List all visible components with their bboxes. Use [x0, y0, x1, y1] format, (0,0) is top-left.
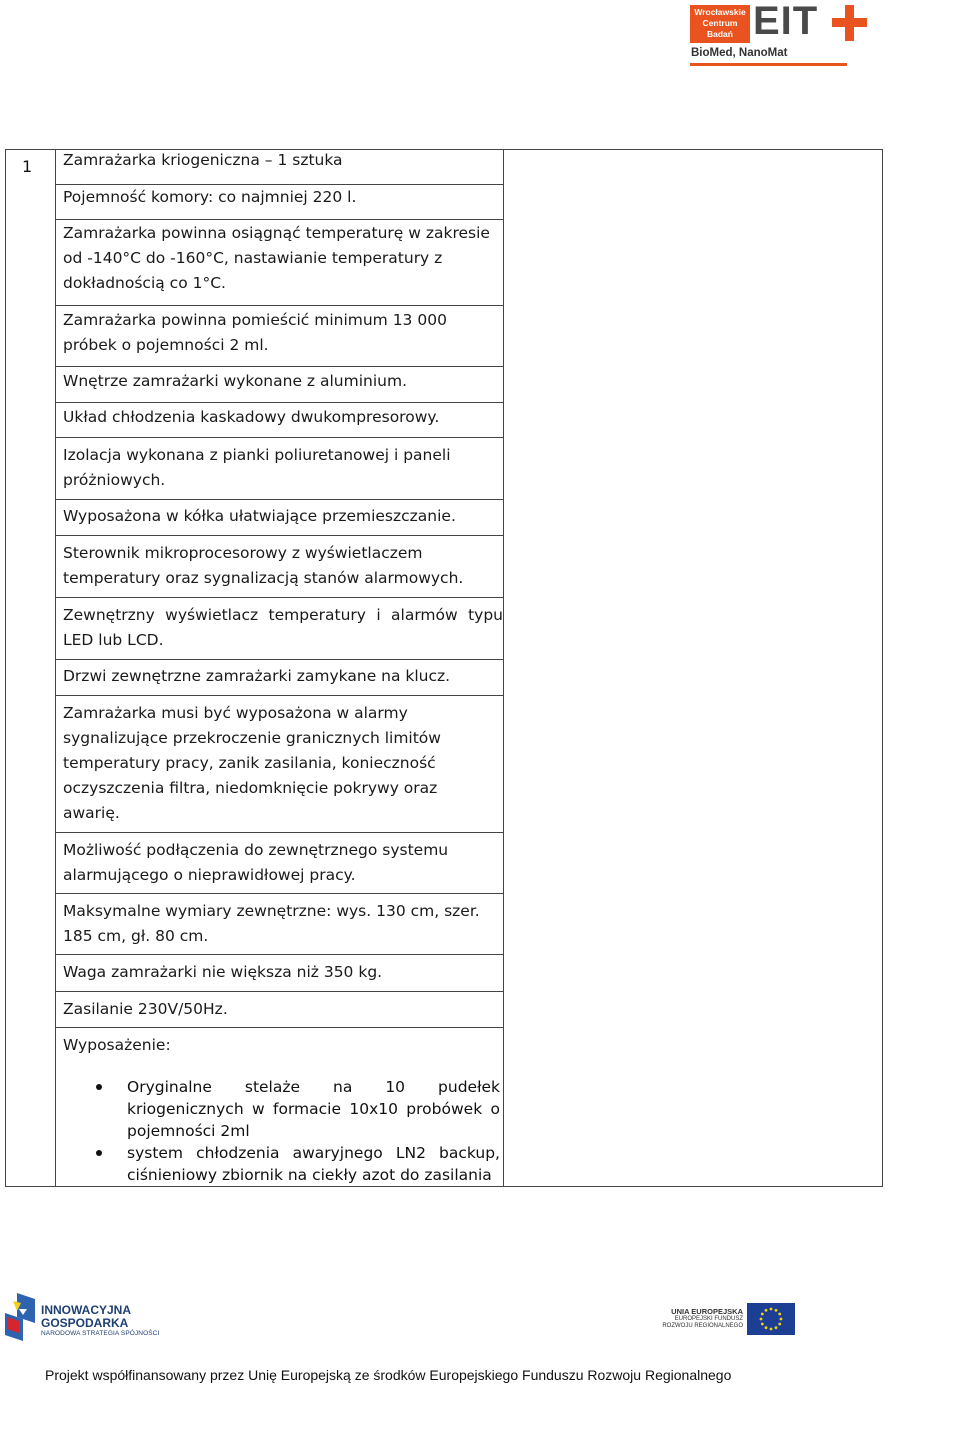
logo-subtitle: BioMed, NanoMat: [691, 47, 788, 59]
eu-logo-text: [662, 1307, 743, 1330]
spec-item-title: [63, 148, 503, 173]
bullet-icon: [96, 1084, 102, 1090]
spec-item-temperature: [63, 221, 503, 296]
row-number: 1: [22, 157, 33, 176]
spec-item-wheels: [63, 504, 503, 529]
spec-line: Waga zamrażarki nie większa niż 350 kg.: [63, 963, 383, 981]
table-row-divider: [55, 954, 504, 955]
table-row-divider: [55, 991, 504, 992]
spec-line: awarię.: [63, 804, 120, 822]
spec-item-power: [63, 997, 503, 1022]
spec-line: Układ chłodzenia kaskadowy dwukompresorowy.: [63, 408, 440, 426]
table-row-divider: [55, 695, 504, 696]
spec-line: Możliwość podłączenia do zewnętrznego systemu: [63, 841, 449, 859]
spec-line: dokładnością co 1°C.: [63, 274, 226, 292]
list-item-text: Oryginalne stelaże na 10 pudełek kriogenicznych w formacie 10x10 probówek o pojemności 2ml: [127, 1078, 500, 1140]
spec-line: 185 cm, gł. 80 cm.: [63, 927, 209, 945]
table-border-bottom: [5, 1186, 883, 1187]
eu-logo-line: EUROPEJSKI FUNDUSZ: [674, 1316, 743, 1322]
table-row-divider: [55, 402, 504, 403]
spec-line: Pojemność komory: co najmniej 220 l.: [63, 188, 357, 206]
logo-box-line: Centrum: [702, 18, 738, 28]
spec-line: Zasilanie 230V/50Hz.: [63, 1000, 228, 1018]
spec-item-equipment-heading: [63, 1033, 503, 1058]
spec-item-doors: [63, 664, 503, 689]
table-row-divider: [55, 366, 504, 367]
eu-flag-icon: [747, 1303, 795, 1335]
spec-item-alarms: [63, 701, 503, 826]
logo-box-line: Wrocławskie: [694, 7, 746, 17]
table-border-left: [5, 149, 6, 1187]
spec-item-dimensions: [63, 899, 503, 949]
spec-line: Zamrażarka kriogeniczna – 1 sztuka: [63, 151, 343, 169]
table-row-divider: [55, 535, 504, 536]
spec-line: próżniowych.: [63, 471, 166, 489]
spec-line: Maksymalne wymiary zewnętrzne: wys. 130 cm, szer.: [63, 902, 480, 920]
list-item-text: system chłodzenia awaryjnego LN2 backup, ciśnieniowy zbiornik na ciekły azot do zasilania: [127, 1144, 500, 1184]
logo-brand: EIT: [753, 0, 819, 43]
table-row-divider: [55, 305, 504, 306]
spec-line: Zamrażarka powinna osiągnąć temperaturę w zakresie: [63, 224, 490, 242]
spec-line: Zewnętrzny wyświetlacz temperatury i alarmów typu: [63, 606, 503, 624]
spec-line: temperatury oraz sygnalizacją stanów alarmowych.: [63, 569, 464, 587]
spec-line: próbek o pojemności 2 ml.: [63, 336, 269, 354]
spec-line: Zamrażarka musi być wyposażona w alarmy: [63, 704, 408, 722]
eit-plus-logo: [690, 0, 870, 67]
logo-plus-icon: [832, 18, 867, 27]
spec-line: oczyszczenia filtra, niedomknięcie pokrywy oraz: [63, 779, 438, 797]
spec-line: Zamrażarka powinna pomieścić minimum 13 000: [63, 311, 447, 329]
eu-logo-line: ROZWOJU REGIONALNEGO: [662, 1323, 743, 1329]
table-row-divider: [55, 1027, 504, 1028]
spec-line: Wyposażona w kółka ułatwiające przemieszczanie.: [63, 507, 456, 525]
spec-line: od -140°C do -160°C, nastawianie temperatury z: [63, 249, 443, 267]
spec-line: Wnętrze zamrażarki wykonane z aluminium.: [63, 372, 407, 390]
spec-line: Wyposażenie:: [63, 1036, 171, 1054]
table-border-right: [882, 149, 883, 1187]
spec-item-display: [63, 603, 503, 653]
table-row-divider: [55, 597, 504, 598]
table-row-divider: [55, 893, 504, 894]
ig-logo-title: [41, 1304, 131, 1330]
spec-line: Izolacja wykonana z pianki poliuretanowej i paneli: [63, 446, 451, 464]
ig-logo-line: INNOWACYJNA: [41, 1303, 132, 1317]
equipment-list: [63, 1076, 500, 1186]
poland-flag-icon: [5, 1293, 35, 1341]
spec-item-controller: [63, 541, 503, 591]
footer-cofinancing-text: Projekt współfinansowany przez Unię Europejską ze środków Europejskiego Funduszu Rozwoju Regionalnego: [45, 1367, 732, 1383]
spec-item-insulation: [63, 443, 503, 493]
eu-logo: [660, 1301, 795, 1337]
spec-item-weight: [63, 960, 503, 985]
spec-line: temperatury pracy, zanik zasilania, konieczność: [63, 754, 436, 772]
ig-logo-line: GOSPODARKA: [41, 1316, 129, 1330]
logo-box-line: Badań: [707, 29, 733, 39]
spec-line: Drzwi zewnętrzne zamrażarki zamykane na klucz.: [63, 667, 451, 685]
spec-item-samples: [63, 308, 503, 358]
table-row-divider: [55, 659, 504, 660]
logo-orange-box: [690, 5, 750, 43]
ig-logo-subtitle: NARODOWA STRATEGIA SPÓJNOŚCI: [41, 1330, 160, 1337]
spec-item-interior: [63, 369, 503, 394]
logo-underline: [690, 63, 847, 66]
eu-logo-line: UNIA EUROPEJSKA: [671, 1307, 743, 1316]
list-item: [63, 1142, 500, 1186]
table-row-divider: [55, 219, 504, 220]
spec-line: Sterownik mikroprocesorowy z wyświetlaczem: [63, 544, 423, 562]
spec-item-external-system: [63, 838, 503, 888]
spec-item-cooling: [63, 405, 503, 430]
spec-line: alarmującego o nieprawidłowej pracy.: [63, 866, 356, 884]
list-item: [63, 1076, 500, 1142]
spec-line: sygnalizujące przekroczenie granicznych limitów: [63, 729, 441, 747]
spec-item-capacity: [63, 185, 503, 210]
table-row-divider: [55, 437, 504, 438]
innowacyjna-gospodarka-logo: [5, 1293, 175, 1343]
table-row-divider: [55, 832, 504, 833]
table-row-divider: [55, 499, 504, 500]
bullet-icon: [96, 1150, 102, 1156]
spec-line: LED lub LCD.: [63, 631, 164, 649]
